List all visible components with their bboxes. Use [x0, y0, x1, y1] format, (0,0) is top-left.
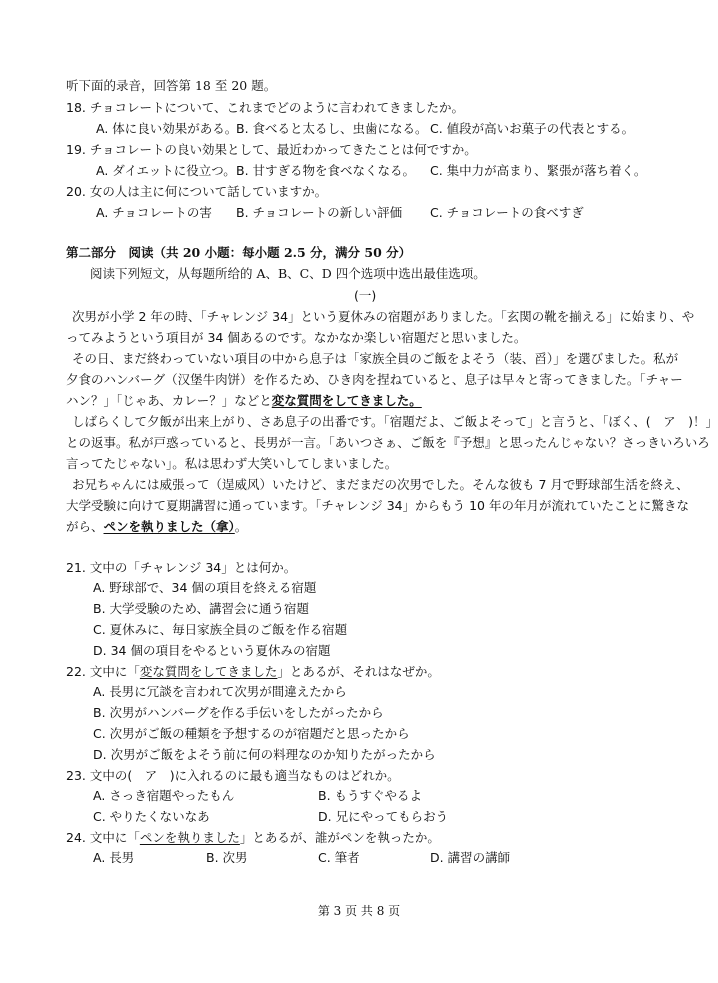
q19-option-a: A. ダイエットに役立つ。 — [96, 163, 236, 178]
passage-line-1: 次男が小学 2 年の時、「チャレンジ 34」という夏休みの宿題がありました。「玄関の靴を揃える」に始まり、や — [72, 309, 695, 324]
q21-option-a: A. 野球部で、34 個の項目を終える宿題 — [93, 580, 317, 595]
passage-line-7: との返事。私が戸惑っていると、長男が一言。「あいつさぁ、ご飯を『予想』と思ったんじゃない？さっきいろいろ — [66, 435, 710, 450]
listening-instruction: 听下面的录音，回答第 18 至 20 题。 — [66, 78, 277, 93]
passage-line-9: お兄ちゃんには威張って（逞威风）いたけど、まだまだの次男でした。そんな彼も 7 月で野球部生活を終え、 — [72, 477, 689, 492]
page-footer: 第 3 页 共 8 页 — [317, 904, 401, 918]
question-19: 19. チョコレートの良い効果として、最近わかってきたことは何ですか。 — [66, 142, 477, 157]
question-22: 22. 文中に「変な質問をしてきました」とあるが、それはなぜか。 — [66, 664, 440, 679]
q18-option-b: B. 食べると太るし、虫歯になる。 — [236, 121, 428, 136]
passage-line-5: ハン？」「じゃあ、カレー？」などと変な質問をしてきました。 — [66, 393, 422, 408]
q22-option-c: C. 次男がご飯の種類を予想するのが宿題だと思ったから — [93, 726, 410, 741]
section-heading: 第二部分 阅读（共 20 小题：每小题 2.5 分，满分 50 分） — [66, 245, 412, 260]
question-18: 18. チョコレートについて、これまでどのように言われてきましたか。 — [66, 100, 464, 115]
q20-option-c: C. チョコレートの食べすぎ — [430, 205, 584, 220]
passage-line-2: ってみようという項目が 34 個あるのです。なかなか楽しい宿題だと思いました。 — [66, 330, 527, 345]
q20-option-b: B. チョコレートの新しい評価 — [236, 205, 403, 220]
underlined-strange-question: 変な質問をしてきました。 — [271, 393, 422, 408]
underlined-took-pen: ペンを執りました（拿） — [103, 519, 235, 534]
passage-number: (一) — [354, 288, 377, 303]
question-21: 21. 文中の「チャレンジ 34」とは何か。 — [66, 560, 297, 575]
q23-option-b: B. もうすぐやるよ — [318, 788, 423, 803]
q23-option-d: D. 兄にやってもらおう — [318, 809, 449, 824]
q19-option-c: C. 集中力が高まり、緊張が落ち着く。 — [430, 163, 647, 178]
q18-option-c: C. 値段が高いお菓子の代表とする。 — [430, 121, 635, 136]
q24-option-d: D. 講習の講師 — [430, 850, 511, 865]
q23-option-c: C. やりたくないなあ — [93, 809, 210, 824]
question-20: 20. 女の人は主に何について話していますか。 — [66, 184, 328, 199]
passage-line-6: しばらくして夕飯が出来上がり、さあ息子の出番です。「宿題だよ、ご飯よそって」と言うと、「ぼく、( ア )！」 — [72, 414, 718, 429]
q23-option-a: A. さっき宿題やったもん — [93, 788, 235, 803]
q19-option-b: B. 甘すぎる物を食べなくなる。 — [236, 163, 416, 178]
q21-option-c: C. 夏休みに、毎日家族全員のご飯を作る宿題 — [93, 622, 348, 637]
passage-line-11: がら、ペンを執りました（拿）。 — [66, 519, 248, 534]
q22-option-b: B. 次男がハンバーグを作る手伝いをしたがったから — [93, 705, 384, 720]
passage-line-8: 言ってたじゃない」。私は思わず大笑いしてしまいました。 — [66, 456, 398, 471]
passage-line-4: 夕食のハンバーグ（汉堡牛肉饼）を作るため、ひき肉を捏ねていると、息子は早々と寄ってきました。「チャー — [66, 372, 683, 387]
q21-option-b: B. 大学受験のため、講習会に通う宿題 — [93, 601, 310, 616]
passage-line-10: 大学受験に向けて夏期講習に通っています。「チャレンジ 34」からもう 10 年の年月が流れていたことに驚きな — [66, 498, 689, 513]
q22-option-a: A. 長男に冗談を言われて次男が間違えたから — [93, 684, 347, 699]
q18-option-a: A. 体に良い効果がある。 — [96, 121, 238, 136]
reading-instruction: 阅读下列短文，从每题所给的 A、B、C、D 四个选项中选出最佳选项。 — [90, 266, 486, 281]
question-23: 23. 文中の( ア )に入れるのに最も適当なものはどれか。 — [66, 768, 400, 783]
q21-option-d: D. 34 個の項目をやるという夏休みの宿題 — [93, 643, 331, 658]
passage-line-3: その日、まだ終わっていない項目の中から息子は「家族全員のご飯をよそう（装、舀）」を選びました。私が — [72, 351, 679, 366]
q24-option-b: B. 次男 — [206, 850, 248, 865]
q20-option-a: A. チョコレートの害 — [96, 205, 212, 220]
question-24: 24. 文中に「ペンを執りました」とあるが、誰がペンを執ったか。 — [66, 830, 440, 845]
q24-option-c: C. 筆者 — [318, 850, 360, 865]
q24-option-a: A. 長男 — [93, 850, 135, 865]
q22-option-d: D. 次男がご飯をよそう前に何の料理なのか知りたがったから — [93, 747, 436, 762]
